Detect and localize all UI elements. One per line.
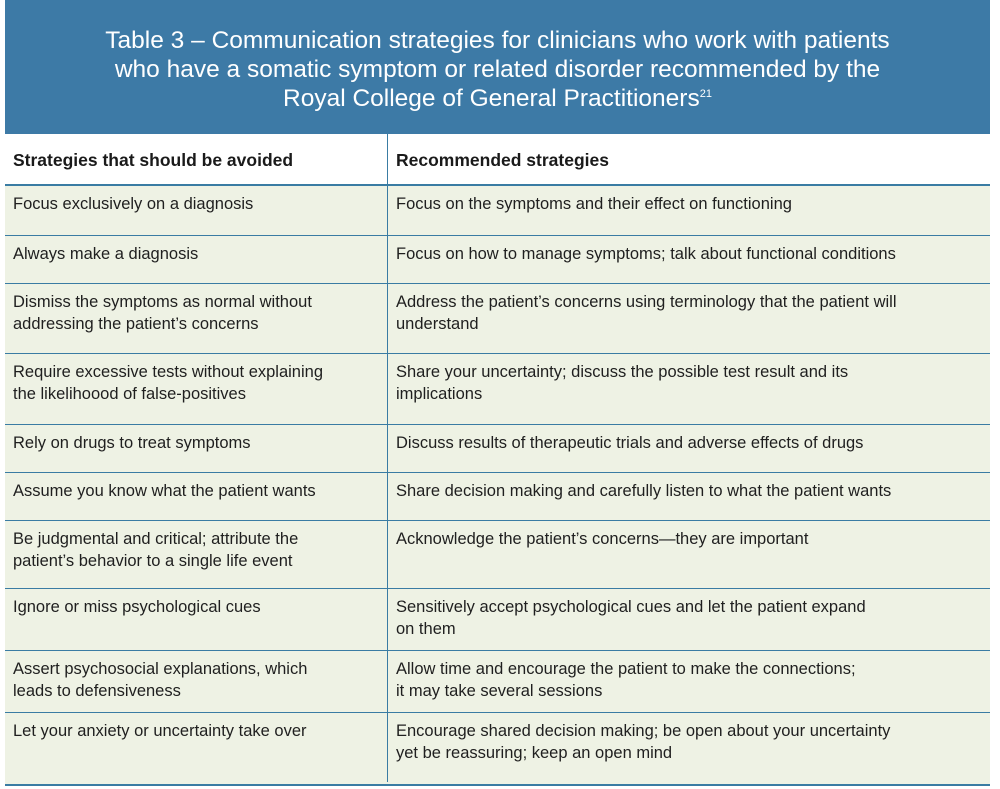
cell-recommended — [396, 432, 976, 454]
strategies-table — [5, 0, 990, 786]
table-row — [5, 425, 990, 473]
table-row — [5, 473, 990, 521]
cell-line: Address the patient’s concerns using terminology that the patient will — [396, 293, 897, 311]
cell-avoid — [13, 658, 373, 702]
cell-recommended — [396, 528, 976, 550]
cell-recommended — [396, 193, 976, 215]
table-header-row — [5, 134, 990, 186]
cell-avoid — [13, 193, 373, 215]
cell-line: understand — [396, 315, 479, 333]
cell-avoid — [13, 243, 373, 265]
table-row — [5, 354, 990, 425]
title-text-line-1: Communication strategies for clinicians who work with patients — [211, 27, 890, 54]
table-title-line-1 — [5, 26, 990, 55]
cell-avoid — [13, 528, 373, 572]
cell-line: Discuss results of therapeutic trials and adverse effects of drugs — [396, 434, 864, 452]
cell-avoid — [13, 432, 373, 454]
cell-line: Always make a diagnosis — [13, 245, 199, 263]
cell-line: addressing the patient’s concerns — [13, 315, 259, 333]
cell-line: Be judgmental and critical; attribute the — [13, 530, 299, 548]
cell-line: leads to defensiveness — [13, 682, 181, 700]
reference-superscript: 21 — [699, 87, 712, 100]
cell-line: Rely on drugs to treat symptoms — [13, 434, 251, 452]
header-avoid: Strategies that should be avoided — [13, 150, 294, 170]
cell-line: Sensitively accept psychological cues and let the patient expand — [396, 598, 866, 616]
cell-line: Assume you know what the patient wants — [13, 482, 316, 500]
cell-line: implications — [396, 385, 483, 403]
table-title-line-3 — [5, 84, 990, 113]
header-recommended: Recommended strategies — [396, 150, 609, 170]
cell-line: it may take several sessions — [396, 682, 603, 700]
cell-recommended — [396, 658, 976, 702]
cell-recommended — [396, 480, 976, 502]
cell-line: Encourage shared decision making; be open about your uncertainty — [396, 722, 891, 740]
cell-line: Focus on the symptoms and their effect on functioning — [396, 195, 792, 213]
cell-line: Focus on how to manage symptoms; talk about functional conditions — [396, 245, 896, 263]
table-row — [5, 651, 990, 713]
table-row — [5, 186, 990, 236]
table-row — [5, 284, 990, 354]
cell-line: patient’s behavior to a single life event — [13, 552, 293, 570]
cell-line: Assert psychosocial explanations, which — [13, 660, 308, 678]
cell-recommended — [396, 720, 976, 764]
cell-recommended — [396, 361, 976, 405]
cell-avoid — [13, 291, 373, 335]
cell-line: Focus exclusively on a diagnosis — [13, 195, 254, 213]
cell-recommended — [396, 596, 976, 640]
title-text-line-3: Royal College of General Practitioners — [283, 85, 700, 112]
table-row — [5, 713, 990, 782]
table-row — [5, 521, 990, 589]
cell-line: on them — [396, 620, 456, 638]
cell-line: Allow time and encourage the patient to make the connections; — [396, 660, 856, 678]
column-divider — [387, 134, 388, 782]
cell-avoid — [13, 720, 373, 742]
cell-avoid — [13, 596, 373, 618]
title-text-line-2: who have a somatic symptom or related disorder recommended by the — [114, 56, 881, 83]
table-row — [5, 589, 990, 651]
cell-recommended — [396, 291, 976, 335]
cell-line: Share decision making and carefully listen to what the patient wants — [396, 482, 892, 500]
title-separator: – — [184, 27, 212, 54]
cell-line: Let your anxiety or uncertainty take over — [13, 722, 307, 740]
cell-avoid — [13, 480, 373, 502]
cell-line: the likelihoood of false-positives — [13, 385, 246, 403]
table-title-banner — [5, 0, 990, 134]
cell-line: yet be reassuring; keep an open mind — [396, 744, 673, 762]
cell-line: Dismiss the symptoms as normal without — [13, 293, 312, 311]
cell-line: Share your uncertainty; discuss the possible test result and its — [396, 363, 849, 381]
cell-line: Require excessive tests without explaining — [13, 363, 323, 381]
cell-recommended — [396, 243, 976, 265]
table-label: Table 3 — [105, 27, 185, 54]
table-row — [5, 236, 990, 284]
cell-line: Ignore or miss psychological cues — [13, 598, 261, 616]
cell-avoid — [13, 361, 373, 405]
cell-line: Acknowledge the patient’s concerns—they are important — [396, 530, 809, 548]
